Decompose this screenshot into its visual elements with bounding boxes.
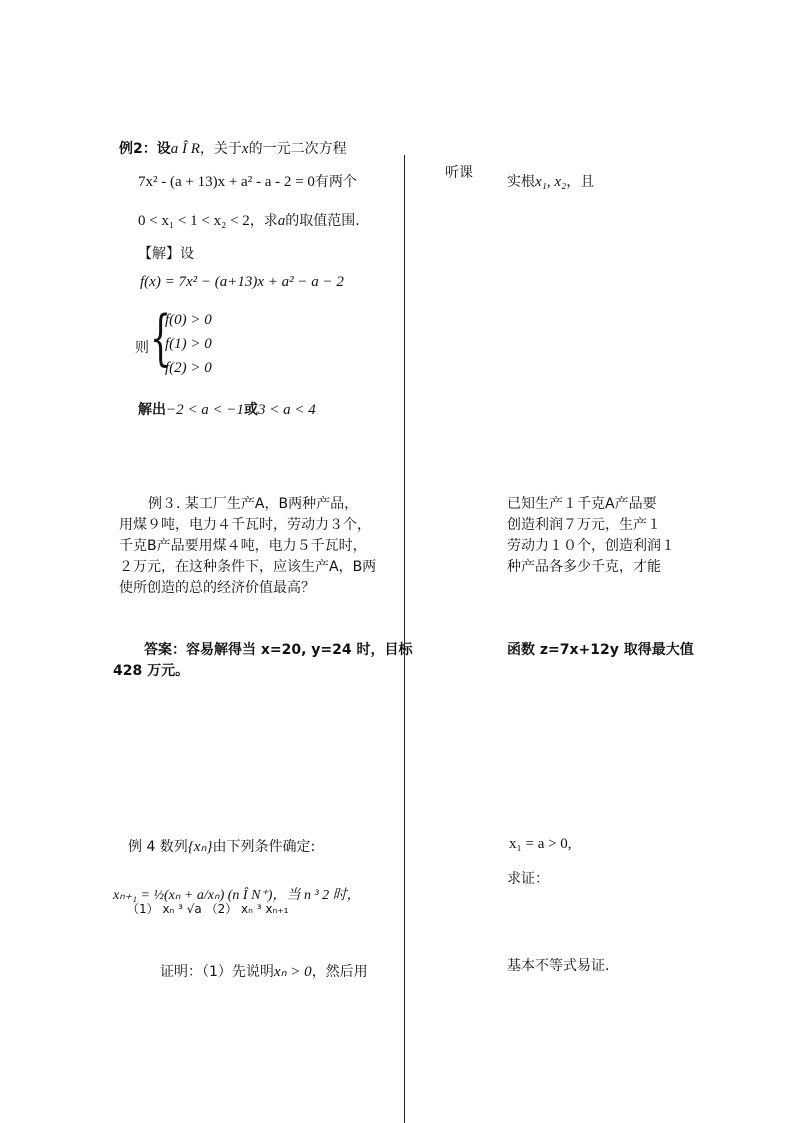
ex2-condition-tail: ，求 xyxy=(249,213,278,229)
ex2-system-brace: { xyxy=(150,303,172,373)
right-ex4-note: 基本不等式易证. xyxy=(507,958,610,974)
ex2-heading-math: a Î R xyxy=(170,141,200,157)
ex2-heading xyxy=(119,138,347,158)
ex2-system-3: f(2) > 0 xyxy=(165,360,212,376)
ex2-heading-tail: ，关于 xyxy=(199,141,242,157)
ex3-line-3: 千克B产品要用煤４吨，电力５千瓦时， xyxy=(119,538,367,554)
listen-label: 听课 xyxy=(445,165,473,181)
ex4-formula-line: xₙ₊₁ = ½(xₙ + a/xₙ) (n Î N⁺)，当 n ³ 2 时， xyxy=(113,888,361,903)
ex4-sequence-symbol: {xₙ} xyxy=(187,839,213,855)
ex2-result-or: 或 xyxy=(244,402,258,418)
right-ex2-tail: ，且 xyxy=(566,174,595,190)
ex2-system-1: f(0) > 0 xyxy=(165,312,212,328)
ex2-solution-label: 【解】设 xyxy=(138,246,194,262)
ex2-equation: 7x² - (a + 13)x + a² - a - 2 = 0 xyxy=(138,174,315,190)
right-ex4-prove-label: 求证： xyxy=(507,871,549,887)
ex2-result-label: 解出 xyxy=(138,402,166,418)
right-ex2-math: x₁, x₂ xyxy=(535,174,567,190)
ex4-line-1-tail: 由下列条件确定: xyxy=(212,839,316,855)
ex2-equation-tail: 有两个 xyxy=(314,174,357,190)
ex2-result xyxy=(138,399,316,419)
ex2-condition-var: a xyxy=(277,213,286,229)
ex4-proof-line xyxy=(160,961,368,981)
ex4-proof-math: xₙ > 0 xyxy=(273,964,312,980)
right-ex3-line-2: 创造利润７万元，生产１ xyxy=(507,517,661,533)
ex4-formula-extra: （1） xₙ ³ √a （2） xₙ ³ xₙ₊₁ xyxy=(127,902,289,916)
ex2-equation-line xyxy=(138,171,357,191)
right-ex2-text: 实根 xyxy=(507,174,535,190)
ex3-answer-line-2: 428 万元。 xyxy=(113,663,190,679)
right-ex3-line-1: 已知生产１千克A产品要 xyxy=(507,496,657,512)
ex3-answer-line-1: 答案：容易解得当 x=20, y=24 时，目标 xyxy=(144,642,413,658)
ex2-then-label: 则 xyxy=(135,340,149,356)
right-ex3-line-4: 种产品各多少千克，才能 xyxy=(507,559,661,575)
ex4-line-1-text: 例 4 数列 xyxy=(128,839,188,855)
ex2-system-2: f(1) > 0 xyxy=(165,336,212,352)
ex4-proof-tail: ，然后用 xyxy=(311,964,368,980)
ex3-line-1: 例３. 某工厂生产A，B两种产品， xyxy=(148,496,359,512)
ex2-heading-end: 的一元二次方程 xyxy=(248,141,347,157)
right-ex3-answer: 函数 z=7x+12y 取得最大值 xyxy=(507,642,694,658)
ex2-heading-text: 例2：设 xyxy=(119,141,171,157)
ex3-line-2: 用煤９吨，电力４千瓦时，劳动力３个， xyxy=(119,517,371,533)
ex3-line-5: 使所创造的总的经济价值最高？ xyxy=(119,580,315,596)
ex2-function-def: f(x) = 7x² − (a+13)x + a² − a − 2 xyxy=(140,274,344,290)
ex3-line-4: ２万元，在这种条件下，应该生产A，B两 xyxy=(119,559,377,575)
ex2-condition-end: 的取值范围. xyxy=(285,213,360,229)
ex2-condition: 0 < x₁ < 1 < x₂ < 2 xyxy=(138,213,250,229)
ex2-result-range-2: 3 < a < 4 xyxy=(258,402,316,418)
ex2-condition-line xyxy=(138,210,360,230)
ex2-result-range-1: −2 < a < −1 xyxy=(166,402,244,418)
right-ex2-continuation xyxy=(507,171,594,191)
right-ex4-initial: x₁ = a > 0, xyxy=(509,836,572,852)
ex4-line-1 xyxy=(128,836,315,856)
right-ex3-line-3: 劳动力１０个，创造利润１ xyxy=(507,538,675,554)
ex2-heading-var: x xyxy=(241,141,249,157)
ex4-proof-text: 证明：（1）先说明 xyxy=(160,964,274,980)
